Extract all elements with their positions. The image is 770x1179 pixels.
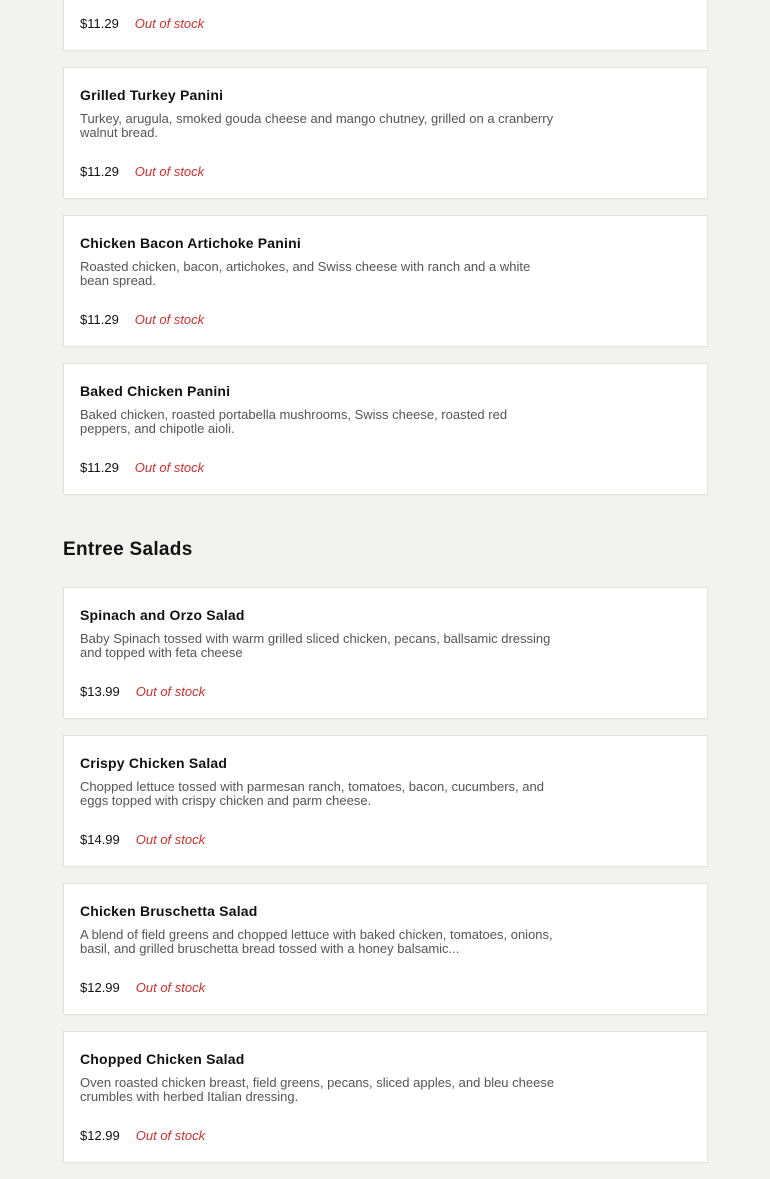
- price-row: [80, 684, 205, 700]
- menu-item-card[interactable]: [63, 215, 708, 347]
- menu-item-card[interactable]: [63, 363, 708, 495]
- stock-status: Out of stock: [134, 460, 205, 475]
- menu-item-card[interactable]: [63, 0, 708, 51]
- item-name: Grilled Turkey Panini: [80, 87, 224, 103]
- stock-status: Out of stock: [135, 684, 206, 699]
- stock-status: Out of stock: [135, 1128, 206, 1143]
- price-row: [80, 1128, 205, 1144]
- item-price: $12.99: [80, 1128, 120, 1143]
- item-description: A blend of field greens and chopped lettuce with baked chicken, tomatoes, onions, basil, and grilled bruschetta bread tossed with a honey balsamic...: [80, 928, 553, 956]
- item-description: Roasted chicken, bacon, artichokes, and Swiss cheese with ranch and a white bean spread.: [80, 260, 531, 288]
- item-name: Chicken Bacon Artichoke Panini: [80, 235, 301, 251]
- stock-status: Out of stock: [135, 980, 206, 995]
- item-price: $11.29: [80, 16, 119, 31]
- item-description: Baby Spinach tossed with warm grilled sliced chicken, pecans, ballsamic dressing and topped with feta cheese: [80, 632, 551, 660]
- stock-status: Out of stock: [135, 832, 206, 847]
- item-description: Chopped lettuce tossed with parmesan ranch, tomatoes, bacon, cucumbers, and eggs topped with crispy chicken and parm cheese.: [80, 780, 544, 808]
- item-description: Turkey, arugula, smoked gouda cheese and mango chutney, grilled on a cranberry walnut bread.: [80, 112, 554, 140]
- menu-item-card[interactable]: [63, 67, 708, 199]
- item-name: Baked Chicken Panini: [80, 383, 231, 399]
- item-price: $14.99: [80, 832, 120, 847]
- price-row: [80, 980, 205, 996]
- menu-item-card[interactable]: [63, 883, 708, 1015]
- menu-item-card[interactable]: [63, 587, 708, 719]
- item-description: Oven roasted chicken breast, field greens, pecans, sliced apples, and bleu cheese crumbles with herbed Italian dressing.: [80, 1076, 555, 1104]
- stock-status: Out of stock: [134, 312, 205, 327]
- item-description: Baked chicken, roasted portabella mushrooms, Swiss cheese, roasted red peppers, and chipotle aioli.: [80, 408, 508, 436]
- stock-status: Out of stock: [134, 164, 205, 179]
- price-row: [80, 16, 204, 32]
- price-row: [80, 460, 204, 476]
- price-row: [80, 164, 204, 180]
- item-price: $11.29: [80, 164, 119, 179]
- menu-list: [63, 0, 708, 1179]
- price-row: [80, 312, 204, 328]
- item-name: Crispy Chicken Salad: [80, 755, 228, 771]
- item-price: $11.29: [80, 460, 119, 475]
- item-name: Chopped Chicken Salad: [80, 1051, 245, 1067]
- item-price: $11.29: [80, 312, 119, 327]
- item-name: Spinach and Orzo Salad: [80, 607, 245, 623]
- price-row: [80, 832, 205, 848]
- stock-status: Out of stock: [134, 16, 205, 31]
- section-title: Entree Salads: [63, 539, 193, 560]
- menu-item-card[interactable]: [63, 1031, 708, 1163]
- item-price: $12.99: [80, 980, 120, 995]
- item-price: $13.99: [80, 684, 120, 699]
- item-name: Chicken Bruschetta Salad: [80, 903, 258, 919]
- menu-item-card[interactable]: [63, 735, 708, 867]
